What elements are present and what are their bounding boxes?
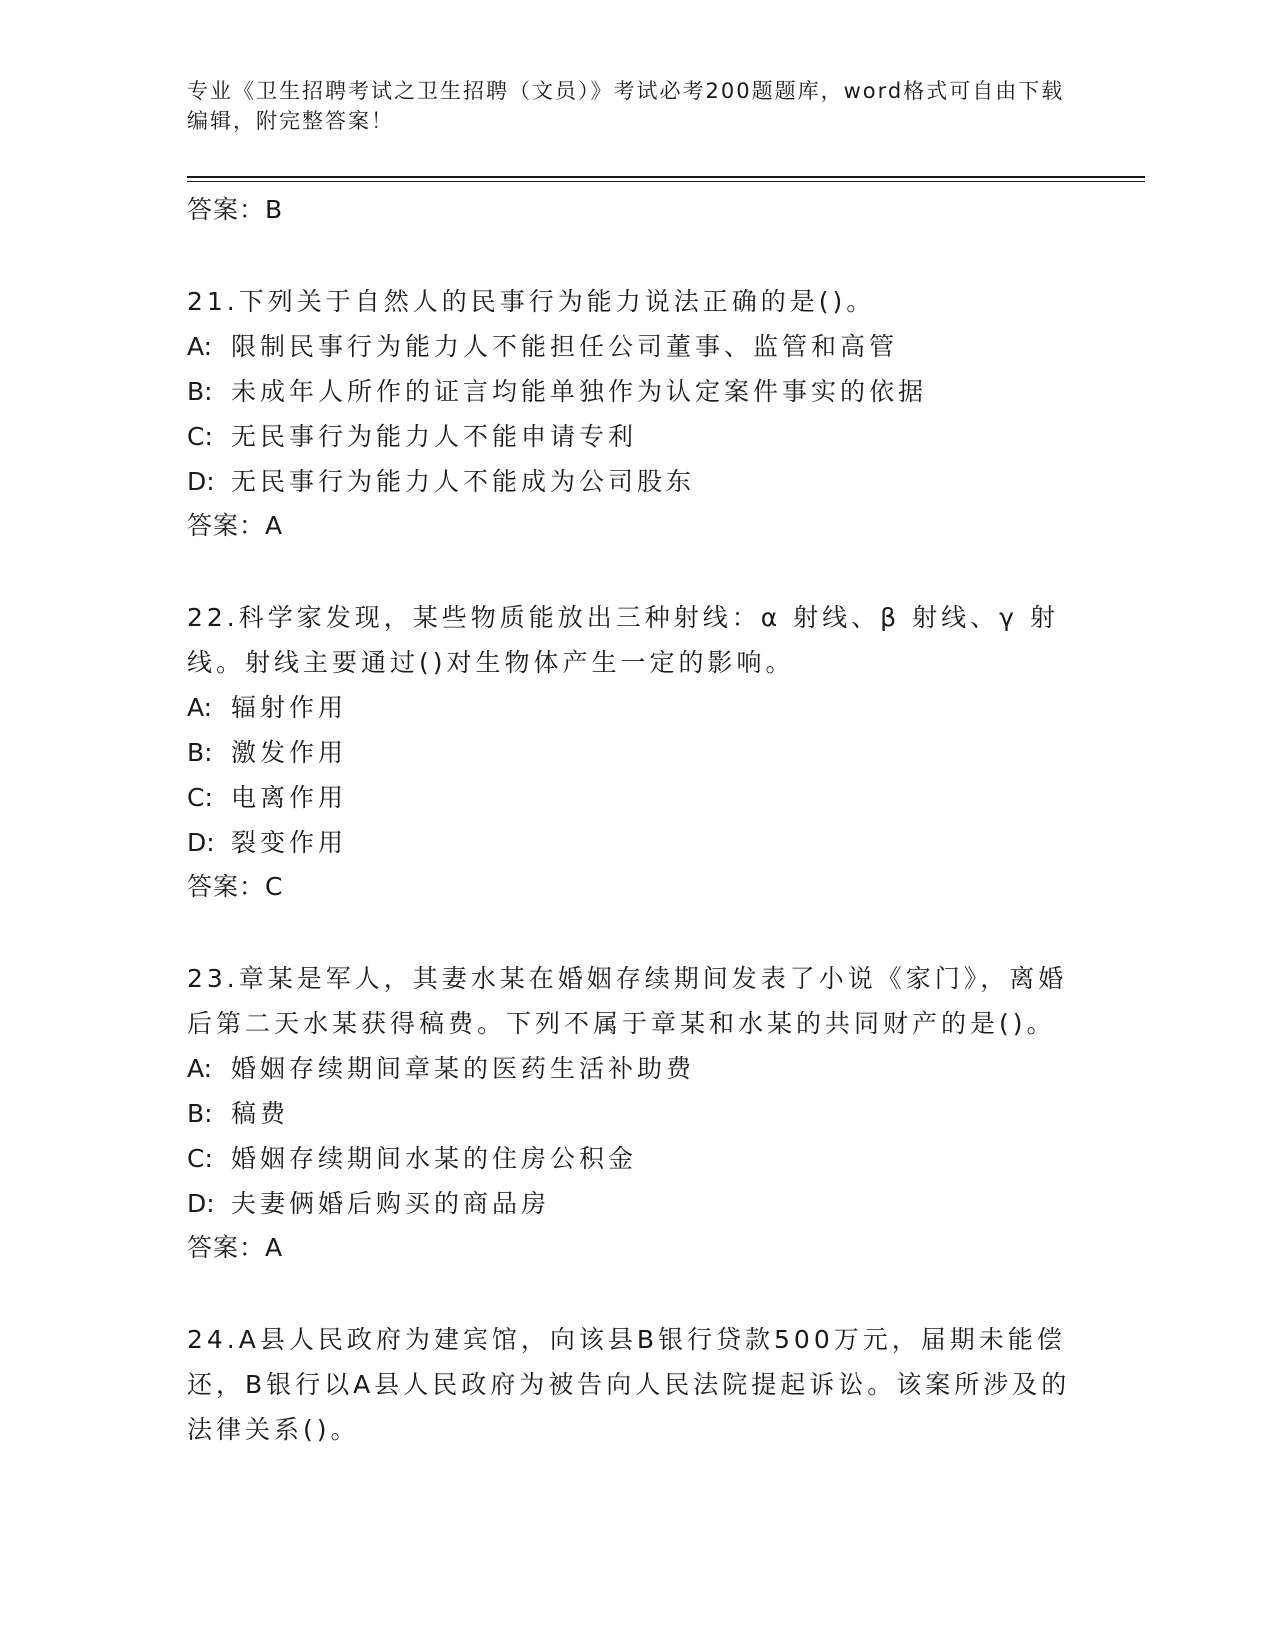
answer-line [187, 865, 1087, 909]
option-a [187, 324, 1087, 369]
option-letter: C: [187, 422, 213, 451]
option-text: 夫妻俩婚后购买的商品房 [231, 1189, 551, 1218]
option-text: 限制民事行为能力人不能担任公司董事、监管和高管 [231, 332, 899, 361]
option-letter: D: [187, 1189, 215, 1218]
question-23 [187, 956, 1087, 1270]
option-text: 稿费 [231, 1099, 290, 1128]
question-22 [187, 595, 1087, 909]
answer-value: C [265, 872, 284, 901]
option-letter: A: [187, 1054, 213, 1083]
answer-value: B [265, 195, 284, 224]
page-header: 专业《卫生招聘考试之卫生招聘（文员）》考试必考200题题库，word格式可自由下载编辑，附完整答案！ [187, 79, 1065, 133]
option-text: 无民事行为能力人不能成为公司股东 [231, 467, 696, 496]
answer-value: A [265, 1233, 284, 1262]
answer-label: 答案： [187, 511, 266, 540]
option-d [187, 459, 1087, 504]
question-stem: 24.A县人民政府为建宾馆，向该县B银行贷款500万元，届期未能偿还，B银行以A县人民政府为被告向人民法院提起诉讼。该案所涉及的法律关系()。 [187, 1325, 1071, 1444]
option-letter: A: [187, 332, 213, 361]
option-a [187, 685, 1087, 730]
option-letter: D: [187, 828, 215, 857]
question-stem: 21.下列关于自然人的民事行为能力说法正确的是()。 [187, 287, 876, 316]
option-b [187, 1091, 1087, 1136]
option-c [187, 775, 1087, 820]
option-text: 无民事行为能力人不能申请专利 [231, 422, 638, 451]
header-rule-thin [187, 181, 1145, 182]
option-text: 电离作用 [231, 783, 348, 812]
option-letter: D: [187, 467, 215, 496]
option-letter: B: [187, 377, 213, 406]
answer-line [187, 188, 1087, 232]
answer-label: 答案： [187, 1233, 266, 1262]
header-rule-thick [187, 176, 1145, 178]
option-text: 辐射作用 [231, 693, 348, 722]
question-stem: 22.科学家发现，某些物质能放出三种射线：α 射线、β 射线、γ 射线。射线主要通过()对生物体产生一定的影响。 [187, 603, 1059, 677]
option-text: 婚姻存续期间水某的住房公积金 [231, 1144, 638, 1173]
option-letter: B: [187, 738, 213, 767]
answer-line [187, 1226, 1087, 1270]
answer-label: 答案： [187, 195, 266, 224]
option-b [187, 730, 1087, 775]
question-stem: 23.章某是军人，其妻水某在婚姻存续期间发表了小说《家门》，离婚后第二天水某获得稿费。下列不属于章某和水某的共同财产的是()。 [187, 964, 1068, 1038]
option-letter: C: [187, 783, 213, 812]
option-c [187, 414, 1087, 459]
option-letter: A: [187, 693, 213, 722]
option-d [187, 820, 1087, 865]
question-24 [187, 1317, 1087, 1452]
option-d [187, 1181, 1087, 1226]
main-content [187, 188, 1087, 1452]
option-letter: B: [187, 1099, 213, 1128]
option-text: 激发作用 [231, 738, 348, 767]
answer-line [187, 504, 1087, 548]
option-c [187, 1136, 1087, 1181]
answer-label: 答案： [187, 872, 266, 901]
option-b [187, 369, 1087, 414]
option-a [187, 1046, 1087, 1091]
option-text: 裂变作用 [231, 828, 348, 857]
answer-value: A [265, 511, 284, 540]
option-text: 婚姻存续期间章某的医药生活补助费 [231, 1054, 696, 1083]
option-letter: C: [187, 1144, 213, 1173]
option-text: 未成年人所作的证言均能单独作为认定案件事实的依据 [231, 377, 928, 406]
question-21 [187, 279, 1087, 548]
